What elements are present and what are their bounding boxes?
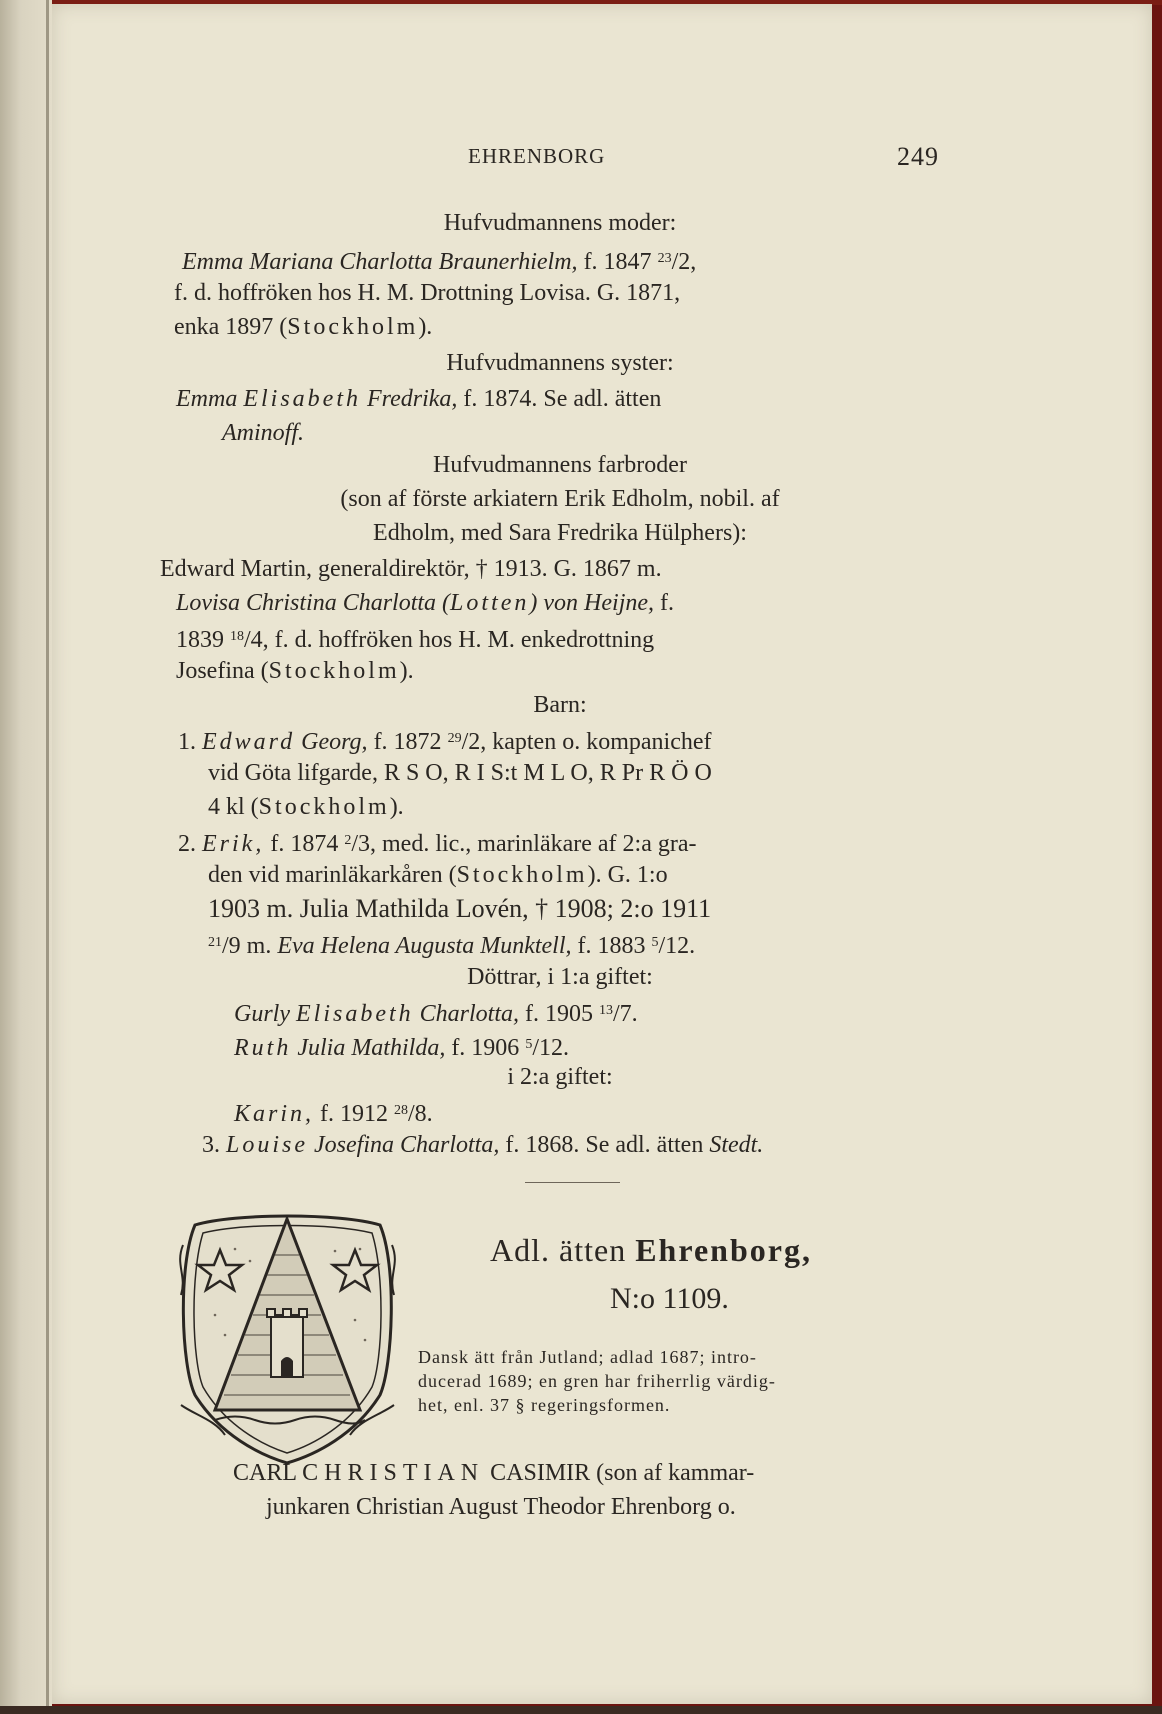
text: /8.	[408, 1101, 433, 1127]
text: /7.	[613, 1001, 638, 1027]
text: f. 1906	[445, 1035, 526, 1061]
superscript: 18	[230, 629, 244, 644]
nickname: Lotten	[450, 590, 530, 616]
section-heading-mother: Hufvudmannens moder:	[443, 210, 677, 236]
superscript: 5	[525, 1037, 533, 1052]
family-number: N:o 1109.	[610, 1282, 729, 1315]
text-line: (son af förste arkiatern Erik Edholm, nobil. af	[340, 486, 780, 512]
text: 1.	[178, 729, 202, 755]
superscript: 23	[657, 251, 672, 266]
text-line: Edward Martin, generaldirektör, † 1913. G. 1867 m.	[160, 556, 662, 582]
superscript: 2	[344, 833, 352, 848]
section-heading-second-marriage: i 2:a giftet:	[507, 1064, 613, 1090]
text-line	[176, 588, 674, 618]
text: 4 kl (	[208, 794, 259, 820]
superscript: 29	[447, 731, 462, 746]
person-name-spaced: CHRISTIAN	[302, 1460, 485, 1486]
person-name: ) von Heijne,	[529, 590, 655, 616]
running-head: EHRENBORG	[468, 144, 606, 168]
text-line: vid Göta lifgarde, R S O, R I S:t M L O, R Pr R Ö O	[208, 760, 712, 786]
text-line	[208, 792, 404, 822]
place-name: Stockholm	[258, 794, 390, 820]
text: enka 1897 (	[174, 314, 288, 340]
person-name-spaced: Elisabeth	[296, 1001, 414, 1027]
text: /9 m.	[222, 933, 278, 959]
child-entry-2	[178, 826, 697, 859]
text-line	[208, 860, 668, 890]
page-number: 249	[897, 142, 939, 171]
text-line: junkaren Christian August Theodor Ehrenborg o.	[266, 1494, 736, 1520]
person-name-spaced: Erik,	[202, 831, 265, 857]
section-heading-children: Barn:	[533, 692, 587, 718]
section-divider	[525, 1182, 620, 1183]
title-prefix: Adl. ätten	[490, 1232, 636, 1268]
text: f. 1905	[519, 1001, 600, 1027]
text: f. 1912	[314, 1101, 395, 1127]
text-line: Edholm, med Sara Fredrika Hülphers):	[373, 520, 747, 546]
text: ). G. 1:o	[587, 862, 668, 888]
text: CARL	[233, 1460, 303, 1486]
child-entry-1	[178, 724, 712, 757]
text: /4, f. d. hoffröken hos H. M. enkedrottning	[244, 627, 655, 653]
person-name: Eva Helena Augusta Munktell,	[277, 933, 572, 959]
text-line	[208, 928, 695, 961]
person-name: Julia Mathilda,	[291, 1035, 446, 1061]
text: 3.	[202, 1132, 226, 1158]
text: ).	[418, 314, 433, 340]
person-name-spaced: Karin,	[234, 1101, 315, 1127]
grandchild-entry	[234, 1096, 433, 1129]
text-line	[222, 418, 304, 448]
text: /2,	[671, 249, 697, 275]
grandchild-entry	[234, 1030, 569, 1063]
superscript: 28	[394, 1103, 409, 1118]
text-line	[176, 384, 661, 414]
place-name: Stockholm	[268, 658, 400, 684]
family-note-line: Dansk ätt från Jutland; adlad 1687; intro-	[418, 1347, 757, 1367]
text: /12.	[532, 1035, 569, 1061]
child-entry-3	[202, 1130, 763, 1160]
person-name: Emma	[176, 386, 244, 412]
text: f. 1868. Se adl. ätten	[499, 1132, 710, 1158]
text: /3, med. lic., marinläkare af 2:a gra-	[351, 831, 697, 857]
text: Josefina (	[176, 658, 269, 684]
text: ).	[399, 658, 414, 684]
grandchild-entry	[234, 996, 638, 1029]
text-line	[174, 312, 432, 342]
person-name-spaced: Elisabeth	[243, 386, 361, 412]
family-reference: Stedt.	[709, 1132, 764, 1158]
place-name: Stockholm	[456, 862, 588, 888]
bottom-binding-edge	[0, 1706, 1162, 1714]
section-heading-sister: Hufvudmannens syster:	[446, 350, 674, 376]
text-line	[176, 622, 654, 655]
coat-of-arms-icon	[175, 1205, 400, 1465]
section-heading-daughters: Döttrar, i 1:a giftet:	[467, 964, 653, 990]
text-line: 1903 m. Julia Mathilda Lovén, † 1908; 2:o 1911	[208, 894, 712, 923]
person-name-spaced: Ruth	[234, 1035, 292, 1061]
person-name-spaced: Edward	[202, 729, 296, 755]
text: 2.	[178, 831, 202, 857]
text: f. 1872	[367, 729, 448, 755]
superscript: 13	[599, 1003, 614, 1018]
text: ).	[389, 794, 404, 820]
text-line	[182, 244, 696, 277]
page-header	[0, 142, 1162, 182]
text-line	[176, 656, 414, 686]
person-name: Fredrika,	[360, 386, 458, 412]
text: /2, kapten o. kompanichef	[461, 729, 712, 755]
text: f. 1874. Se adl. ätten	[457, 386, 662, 412]
text: /12.	[658, 933, 696, 959]
person-name: Lovisa Christina Charlotta (	[176, 590, 451, 616]
entry-start-line	[233, 1458, 973, 1488]
page-gutter	[0, 0, 52, 1714]
family-name: Ehrenborg,	[635, 1232, 812, 1268]
text: den vid marinläkarkåren (	[208, 862, 457, 888]
text-line: f. d. hoffröken hos H. M. Drottning Lovisa. G. 1871,	[174, 280, 681, 306]
person-name: Emma Mariana Charlotta Braunerhielm,	[182, 249, 578, 275]
person-name: Josefina Charlotta,	[308, 1132, 500, 1158]
text: f. 1883	[571, 933, 652, 959]
family-note-line: het, enl. 37 § regeringsformen.	[418, 1395, 671, 1415]
family-title	[490, 1232, 812, 1269]
person-name: Georg,	[295, 729, 368, 755]
text: f. 1847	[577, 249, 658, 275]
family-note-line: ducerad 1689; en gren har friherrlig värdig-	[418, 1371, 776, 1391]
person-name-spaced: Louise	[226, 1132, 309, 1158]
family-reference: Aminoff.	[222, 420, 304, 446]
text: CASIMIR (son af kammar-	[484, 1460, 755, 1486]
gutter-fold	[46, 0, 49, 1714]
place-name: Stockholm	[287, 314, 419, 340]
person-name: Charlotta,	[413, 1001, 520, 1027]
text: 1839	[176, 627, 230, 653]
section-heading-uncle: Hufvudmannens farbroder	[433, 452, 687, 478]
text: f.	[654, 590, 675, 616]
superscript: 5	[651, 935, 659, 950]
superscript: 21	[208, 935, 222, 950]
person-name: Gurly	[234, 1001, 296, 1027]
text: f. 1874	[264, 831, 345, 857]
